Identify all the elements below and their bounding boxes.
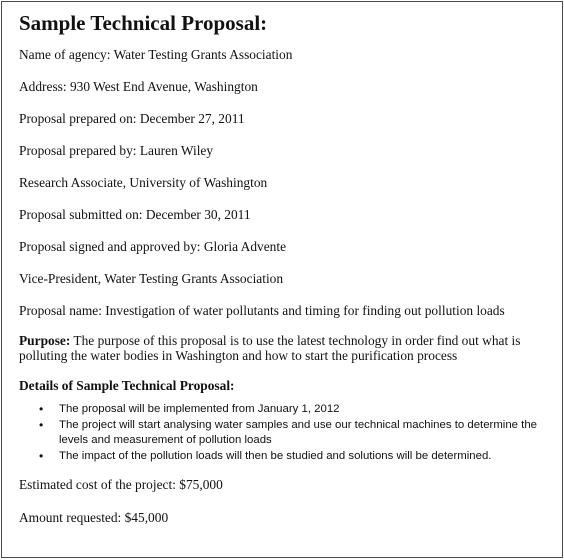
amount-requested-line: Amount requested: $45,000 <box>19 510 169 525</box>
agency-line: Name of agency: Water Testing Grants Association <box>19 47 293 62</box>
purpose-paragraph <box>19 333 552 363</box>
prepared-on-line: Proposal prepared on: December 27, 2011 <box>19 111 245 126</box>
details-list <box>19 402 552 464</box>
affiliation-line: Research Associate, University of Washington <box>19 175 268 190</box>
submitted-on-line: Proposal submitted on: December 30, 2011 <box>19 207 251 222</box>
purpose-text: The purpose of this proposal is to use the latest technology in order find out what is polluting the water bodies in Washington and how to start the purification process <box>19 333 521 363</box>
list-item: • The project will start analysing water samples and use our technical machines to determine the levels and measurement of pollution loads <box>59 418 552 449</box>
list-item: • The impact of the pollution loads will then be studied and solutions will be determined. <box>59 449 552 465</box>
address-line: Address: 930 West End Avenue, Washington <box>19 79 258 94</box>
document-page <box>1 1 563 558</box>
purpose-label: Purpose: <box>19 333 71 348</box>
list-item: • The proposal will be implemented from January 1, 2012 <box>59 402 552 418</box>
details-heading: Details of Sample Technical Proposal: <box>19 378 235 393</box>
approved-by-line: Proposal signed and approved by: Gloria Advente <box>19 239 287 254</box>
estimated-cost-line: Estimated cost of the project: $75,000 <box>19 477 223 492</box>
approver-title-line: Vice-President, Water Testing Grants Association <box>19 271 284 286</box>
proposal-name-line: Proposal name: Investigation of water pollutants and timing for finding out pollution loads <box>19 303 505 318</box>
document-title: Sample Technical Proposal: <box>19 11 268 35</box>
prepared-by-line: Proposal prepared by: Lauren Wiley <box>19 143 214 158</box>
